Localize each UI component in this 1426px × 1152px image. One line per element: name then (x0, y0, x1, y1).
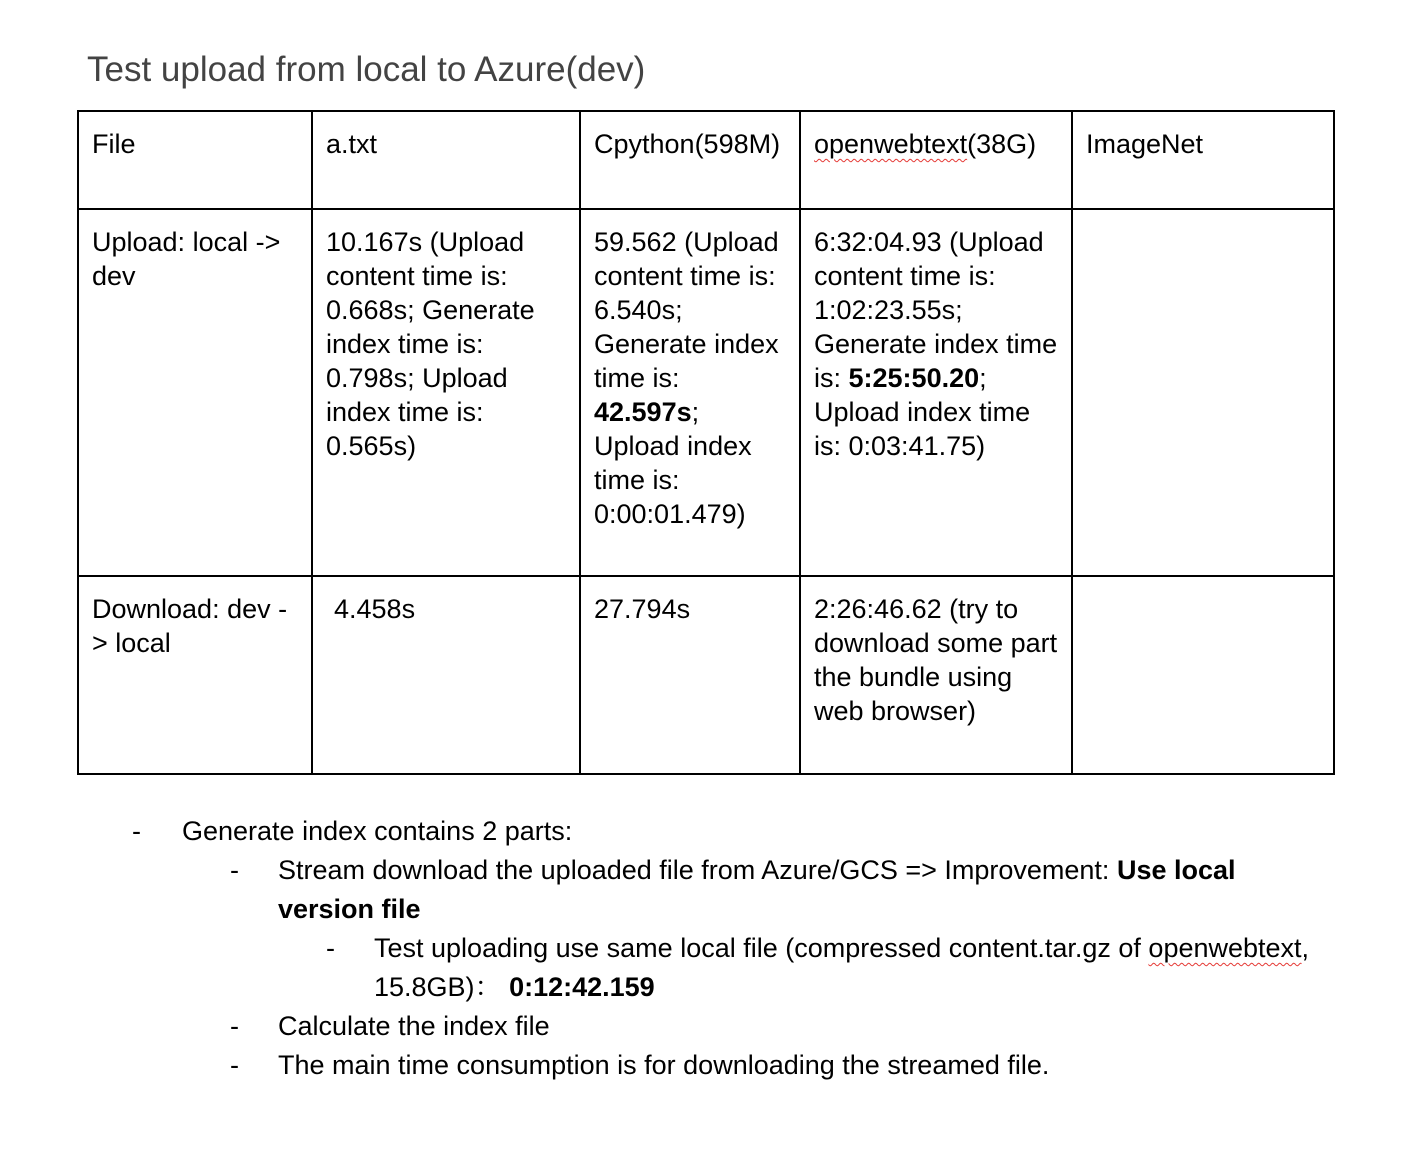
row-label-download: Download: dev -> local (78, 576, 312, 774)
table-row-download (78, 576, 1334, 774)
header-cell-file: File (78, 111, 312, 209)
download-cell-cpython: 27.794s (580, 576, 800, 774)
document-title: Test upload from local to Azure(dev) (87, 50, 646, 89)
bullet-dash: - (132, 816, 141, 846)
header-cell-openwebtext: openwebtext(38G) (800, 111, 1072, 209)
highlight-text: Use local version file (278, 855, 1236, 924)
upload-cell-a-txt: 10.167s (Upload content time is: 0.668s; Generate index time is: 0.798s; Upload index time is: 0.565s) (312, 209, 580, 576)
upload-cell-imagenet (1072, 209, 1334, 576)
table-row-upload (78, 209, 1334, 576)
upload-cell-openwebtext: 6:32:04.93 (Upload content time is: 1:02:23.55s; Generate index time is: 5:25:50.20; Upload index time is: 0:03:41.75) (800, 209, 1072, 576)
list-item: - Generate index contains 2 parts: (0, 812, 1282, 851)
highlight-value: 5:25:50.20 (848, 363, 980, 393)
list-item: - The main time consumption is for downloading the streamed file. (0, 1046, 1338, 1085)
results-table (77, 110, 1335, 775)
notes-list (0, 812, 1426, 1085)
bullet-dash: - (326, 933, 335, 963)
download-cell-a-txt: 4.458s (312, 576, 580, 774)
header-cell-a-txt: a.txt (312, 111, 580, 209)
highlight-value: 42.597s (594, 397, 692, 427)
list-item: - Calculate the index file (0, 1007, 1338, 1046)
download-cell-imagenet (1072, 576, 1334, 774)
table-header-row (78, 111, 1334, 209)
list-item: - Stream download the uploaded file from Azure/GCS => Improvement: Use local version file (0, 851, 1338, 929)
row-label-upload: Upload: local -> dev (78, 209, 312, 576)
header-cell-cpython: Cpython(598M) (580, 111, 800, 209)
highlight-value: 0:12:42.159 (509, 972, 655, 1002)
header-cell-imagenet: ImageNet (1072, 111, 1334, 209)
bullet-dash: - (230, 1050, 239, 1080)
list-item: - Test uploading use same local file (compressed content.tar.gz of openwebtext, 15.8GB)： 0:12:42.159 (0, 929, 1334, 1007)
download-cell-openwebtext: 2:26:46.62 (try to download some part the bundle using web browser) (800, 576, 1072, 774)
bullet-dash: - (230, 1011, 239, 1041)
spellcheck-word: openwebtext (814, 129, 968, 159)
upload-cell-cpython: 59.562 (Upload content time is: 6.540s; Generate index time is: 42.597s; Upload index time is: 0:00:01.479) (580, 209, 800, 576)
bullet-dash: - (230, 855, 239, 885)
spellcheck-word: openwebtext (1148, 933, 1302, 963)
